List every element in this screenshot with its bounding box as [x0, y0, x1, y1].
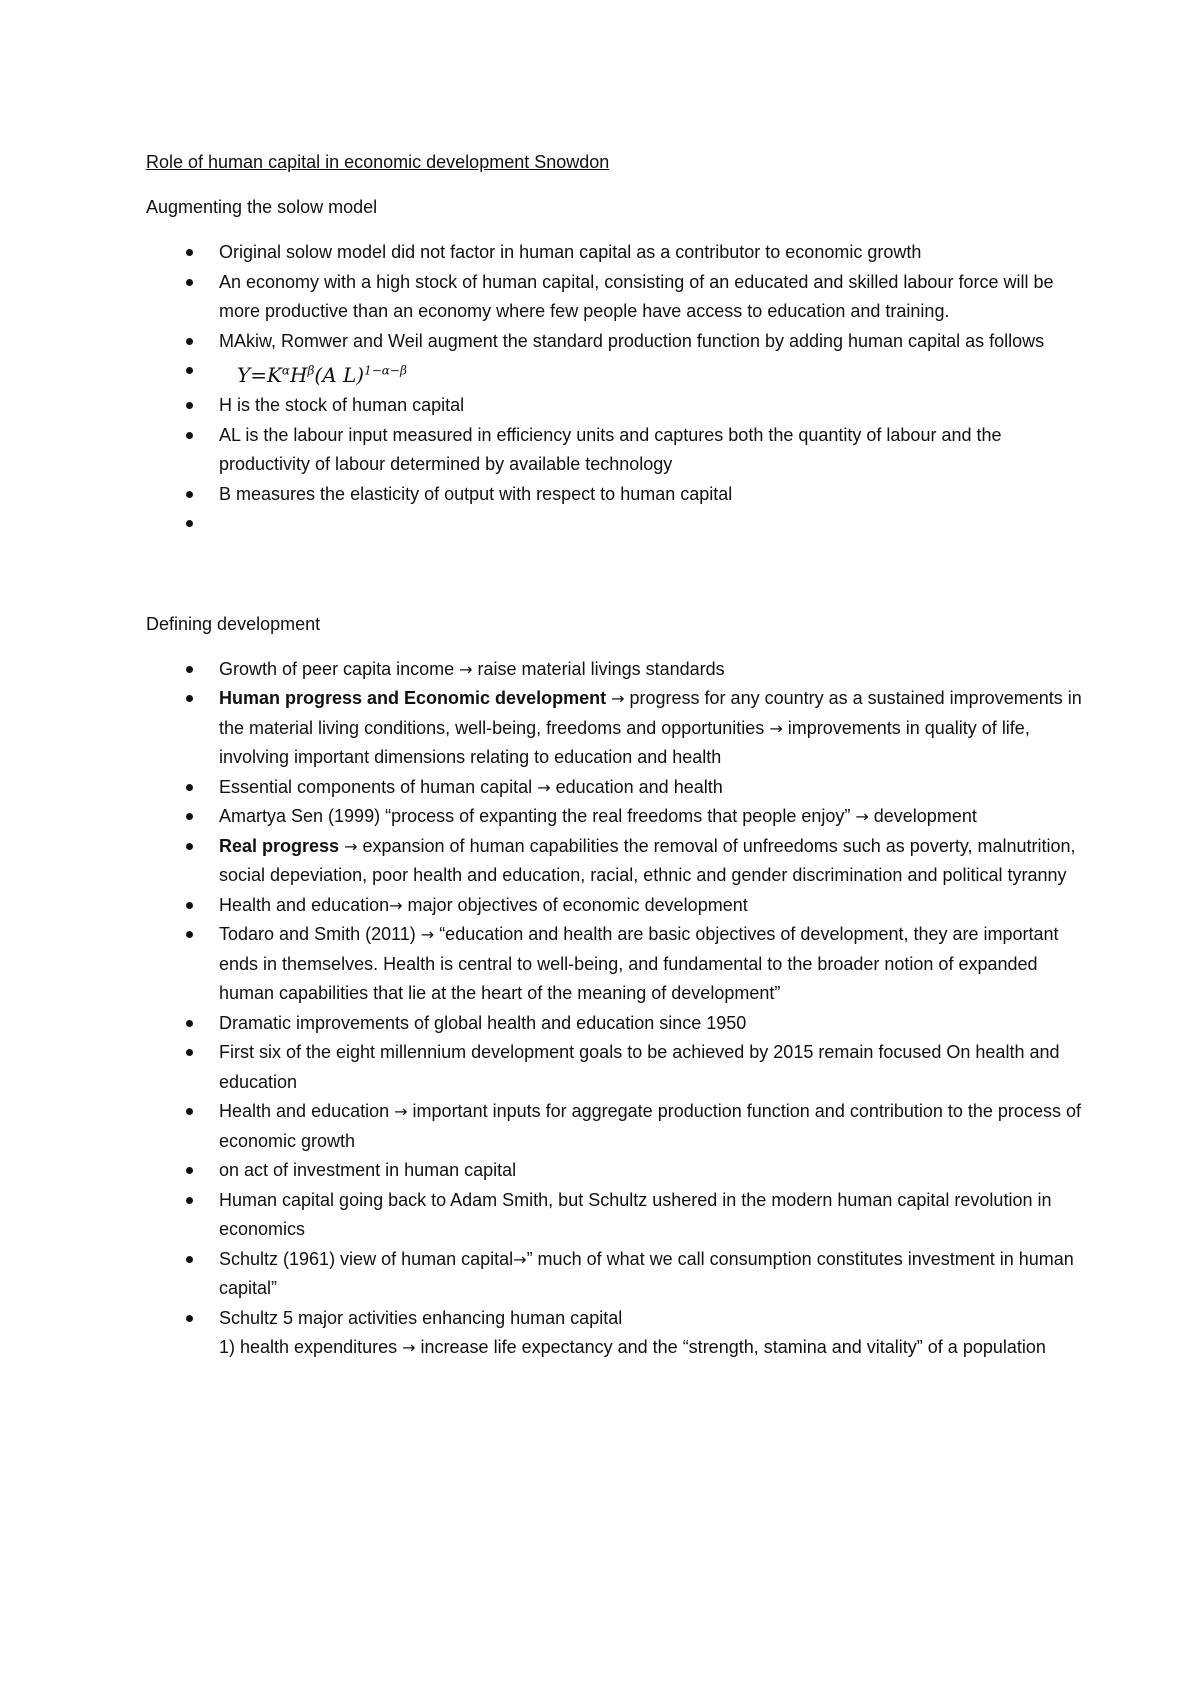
- production-function-formula: [219, 363, 407, 387]
- list-item-text: An economy with a high stock of human capital, consisting of an educated and skilled labour force will be more productive than an economy where few people have access to education and training.: [219, 271, 1054, 321]
- list-item-text: “education and health are basic objectives of development, they are important ends in themselves. Health is central to well-being, and fundamental to the broader notion of expanded human capabilities that lie at the heart of the meaning of development”: [219, 924, 1059, 1004]
- list-item-text: ” much of what we call consumption constitutes investment in human capital”: [219, 1248, 1074, 1299]
- list-item-text: development: [868, 806, 977, 827]
- arrow-right-icon: →: [402, 1338, 416, 1358]
- formula-h: H: [290, 362, 308, 387]
- development-bullet-list: [146, 655, 1086, 1363]
- list-item: [146, 802, 1086, 832]
- formula-al: (A L): [314, 362, 365, 387]
- list-item-text: Todaro and Smith (2011): [219, 924, 421, 945]
- list-item: [146, 1304, 1086, 1363]
- arrow-right-icon: →: [459, 659, 473, 679]
- list-item: [146, 421, 1086, 480]
- list-item-text: Schultz (1961) view of human capital: [219, 1248, 514, 1269]
- list-item-text: expansion of human capabilities the removal of unfreedoms such as poverty, malnutrition, social depeviation, poor health and education, racial, ethnic and gender discrimination and political tyranny: [219, 835, 1076, 886]
- empty-list-item: [146, 509, 1086, 539]
- list-item-bold-term: Real progress: [219, 835, 340, 856]
- list-item-text: Growth of peer capita income: [219, 658, 460, 679]
- list-item-text: Schultz 5 major activities enhancing human capital: [219, 1307, 623, 1328]
- list-item-text: H is the stock of human capital: [219, 395, 465, 416]
- list-item: [146, 1038, 1086, 1097]
- list-item-text: B measures the elasticity of output with respect to human capital: [219, 483, 733, 504]
- list-item-text: Health and education: [219, 894, 390, 915]
- document-page: [146, 148, 1086, 1363]
- section-heading-development: Defining development: [146, 613, 321, 634]
- arrow-right-icon: →: [513, 1249, 527, 1269]
- list-item-text: Essential components of human capital: [219, 776, 538, 797]
- list-item-text: progress for any country as a sustained improvements in the material living conditions, well-being, freedoms and opportunities: [219, 688, 1082, 738]
- list-item-text: AL is the labour input measured in efficiency units and captures both the quantity of labour and the productivity of labour determined by available technology: [219, 424, 1002, 475]
- arrow-right-icon: →: [769, 718, 783, 738]
- section-spacer: [146, 539, 1086, 610]
- formula-h-exponent: β: [307, 363, 315, 377]
- list-item-text: Original solow model did not factor in human capital as a contributor to economic growth: [219, 242, 922, 262]
- list-item-text: Dramatic improvements of global health and education since 1950: [219, 1012, 747, 1033]
- document-title: Role of human capital in economic development Snowdon: [146, 152, 610, 172]
- list-item: [146, 684, 1086, 773]
- arrow-right-icon: →: [420, 925, 435, 945]
- formula-k-exponent: α: [281, 363, 291, 377]
- list-item: [146, 655, 1086, 685]
- formula-item: [146, 356, 1086, 391]
- list-item-text: on act of investment in human capital: [219, 1160, 517, 1181]
- arrow-right-icon: →: [537, 777, 551, 797]
- list-item-text: raise material livings standards: [472, 658, 725, 679]
- list-item-text: Health and education: [219, 1101, 395, 1122]
- list-item-bold-term: Human progress and Economic development: [219, 688, 607, 709]
- list-item: [146, 1009, 1086, 1039]
- arrow-right-icon: →: [611, 689, 625, 709]
- formula-al-exponent: 1−α−β: [364, 363, 407, 377]
- formula-k: K: [266, 362, 282, 387]
- arrow-right-icon: →: [855, 807, 869, 827]
- list-item-text: Human capital going back to Adam Smith, but Schultz ushered in the modern human capital revolution in economics: [219, 1189, 1052, 1240]
- arrow-right-icon: →: [344, 836, 358, 856]
- list-item-text: First six of the eight millennium development goals to be achieved by 2015 remain focused On health and education: [219, 1042, 1060, 1092]
- list-item: [146, 268, 1086, 327]
- formula-equals: =: [250, 362, 267, 387]
- list-item-subpoint-text: 1) health expenditures: [219, 1337, 403, 1358]
- list-item-subpoint-text: increase life expectancy and the “strength, stamina and vitality” of a population: [415, 1337, 1046, 1358]
- list-item-text: education and health: [550, 776, 723, 797]
- list-item: [146, 773, 1086, 803]
- list-item: [146, 920, 1086, 1009]
- list-item: [146, 391, 1086, 421]
- list-item: [146, 1156, 1086, 1186]
- formula-y: Y: [237, 362, 251, 387]
- section-heading-solow: Augmenting the solow model: [146, 197, 378, 217]
- list-item: [146, 480, 1086, 510]
- list-item: [146, 891, 1086, 921]
- list-item-text: major objectives of economic development: [402, 894, 748, 915]
- list-item-text: improvements in quality of life, involving important dimensions relating to education and health: [219, 717, 1030, 768]
- list-item-text: MAkiw, Romwer and Weil augment the standard production function by adding human capital as follows: [219, 330, 1045, 351]
- list-item: [146, 327, 1086, 357]
- list-item: [146, 832, 1086, 891]
- arrow-right-icon: →: [389, 895, 403, 915]
- solow-bullet-list: [146, 238, 1086, 539]
- list-item: [146, 1186, 1086, 1245]
- list-item: [146, 1097, 1086, 1156]
- list-item-text: important inputs for aggregate production function and contribution to the process of economic growth: [219, 1101, 1081, 1151]
- arrow-right-icon: →: [394, 1102, 408, 1122]
- list-item: [146, 1245, 1086, 1304]
- list-item-text: Amartya Sen (1999) “process of expanting the real freedoms that people enjoy”: [219, 806, 856, 827]
- list-item: [146, 238, 1086, 268]
